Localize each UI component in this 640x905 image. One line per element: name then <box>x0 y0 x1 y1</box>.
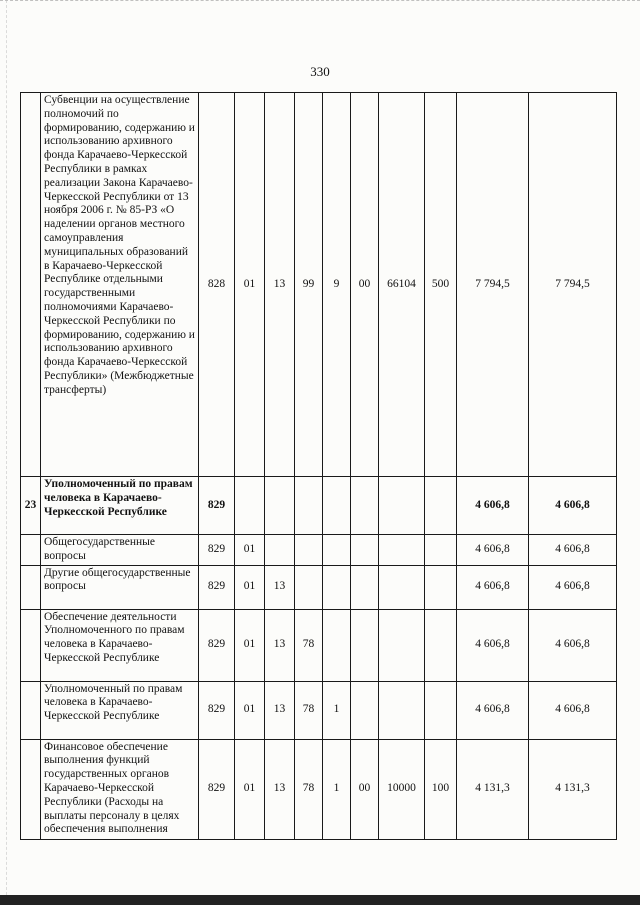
row-number <box>21 535 41 566</box>
amount-year-2: 7 794,5 <box>529 93 617 477</box>
row-name: Уполномоченный по правам человека в Карачаево-Черкесской Республике <box>41 681 199 739</box>
subsection-code <box>265 535 295 566</box>
amount-year-2: 4 606,8 <box>529 609 617 681</box>
amount-year-1: 4 606,8 <box>457 609 529 681</box>
table-row <box>21 739 617 839</box>
amount-year-1: 4 131,3 <box>457 739 529 839</box>
row-number <box>21 681 41 739</box>
row-name: Общегосударственные вопросы <box>41 535 199 566</box>
amount-year-2: 4 606,8 <box>529 681 617 739</box>
program-code <box>295 565 323 609</box>
row-number <box>21 739 41 839</box>
section-code: 01 <box>235 535 265 566</box>
row-number: 23 <box>21 477 41 535</box>
amount-year-1: 4 606,8 <box>457 565 529 609</box>
section-code <box>235 477 265 535</box>
scan-edge-left <box>6 0 8 905</box>
program-code: 99 <box>295 93 323 477</box>
event-code <box>351 609 379 681</box>
subprogram-code: 9 <box>323 93 351 477</box>
expense-type-code <box>425 477 457 535</box>
expense-type-code <box>425 565 457 609</box>
program-code: 78 <box>295 609 323 681</box>
program-code <box>295 535 323 566</box>
subprogram-code <box>323 535 351 566</box>
direction-code <box>379 681 425 739</box>
amount-year-2: 4 606,8 <box>529 535 617 566</box>
budget-table <box>20 92 617 840</box>
subprogram-code <box>323 565 351 609</box>
expense-type-code <box>425 609 457 681</box>
program-code: 78 <box>295 739 323 839</box>
expense-type-code <box>425 681 457 739</box>
subsection-code: 13 <box>265 681 295 739</box>
event-code <box>351 535 379 566</box>
grbs-code: 829 <box>199 477 235 535</box>
direction-code <box>379 477 425 535</box>
subsection-code: 13 <box>265 565 295 609</box>
direction-code <box>379 535 425 566</box>
table-row <box>21 681 617 739</box>
row-number <box>21 609 41 681</box>
subsection-code: 13 <box>265 609 295 681</box>
scan-edge-top <box>0 0 640 7</box>
page-number: 330 <box>310 64 330 79</box>
direction-code: 10000 <box>379 739 425 839</box>
grbs-code: 828 <box>199 93 235 477</box>
direction-code: 66104 <box>379 93 425 477</box>
row-name: Уполномоченный по правам человека в Карачаево-Черкесской Республике <box>41 477 199 535</box>
table-row <box>21 535 617 566</box>
grbs-code: 829 <box>199 565 235 609</box>
table-row <box>21 93 617 477</box>
grbs-code: 829 <box>199 535 235 566</box>
direction-code <box>379 609 425 681</box>
subprogram-code <box>323 477 351 535</box>
amount-year-1: 7 794,5 <box>457 93 529 477</box>
scan-edge-bottom <box>0 895 640 905</box>
event-code <box>351 477 379 535</box>
subsection-code: 13 <box>265 93 295 477</box>
event-code: 00 <box>351 739 379 839</box>
subprogram-code: 1 <box>323 681 351 739</box>
expense-type-code: 500 <box>425 93 457 477</box>
amount-year-2: 4 606,8 <box>529 477 617 535</box>
amount-year-2: 4 606,8 <box>529 565 617 609</box>
grbs-code: 829 <box>199 609 235 681</box>
event-code <box>351 565 379 609</box>
row-name: Другие общегосударственные вопросы <box>41 565 199 609</box>
section-code: 01 <box>235 681 265 739</box>
section-code: 01 <box>235 739 265 839</box>
expense-type-code <box>425 535 457 566</box>
table-row <box>21 609 617 681</box>
program-code: 78 <box>295 681 323 739</box>
section-code: 01 <box>235 565 265 609</box>
event-code <box>351 681 379 739</box>
program-code <box>295 477 323 535</box>
amount-year-1: 4 606,8 <box>457 681 529 739</box>
row-name: Финансовое обеспечение выполнения функций государственных органов Карачаево-Черкесской Республики (Расходы на выплаты персоналу в целях обеспечения выполнения <box>41 739 199 839</box>
section-code: 01 <box>235 609 265 681</box>
row-name: Обеспечение деятельности Уполномоченного по правам человека в Карачаево-Черкесской Республике <box>41 609 199 681</box>
table-row <box>21 565 617 609</box>
table-row <box>21 477 617 535</box>
amount-year-2: 4 131,3 <box>529 739 617 839</box>
section-code: 01 <box>235 93 265 477</box>
direction-code <box>379 565 425 609</box>
subsection-code <box>265 477 295 535</box>
amount-year-1: 4 606,8 <box>457 535 529 566</box>
grbs-code: 829 <box>199 739 235 839</box>
row-number <box>21 93 41 477</box>
grbs-code: 829 <box>199 681 235 739</box>
subsection-code: 13 <box>265 739 295 839</box>
subprogram-code: 1 <box>323 739 351 839</box>
row-name: Субвенции на осуществление полномочий по формированию, содержанию и использованию архивного фонда Карачаево-Черкесской Республики в рамках реализации Закона Карачаево-Черкесской Республики от 13 ноября 2006 г. № 85-РЗ «О наделении органов местного самоуправления муниципальных образований в Карачаево-Черкесской Республике отдельными государственными полномочиями Карачаево-Черкесской Республики по формированию, содержанию и использованию архивного фонда Карачаево-Черкесской Республики» (Межбюджетные трансферты) <box>41 93 199 477</box>
amount-year-1: 4 606,8 <box>457 477 529 535</box>
expense-type-code: 100 <box>425 739 457 839</box>
event-code: 00 <box>351 93 379 477</box>
row-number <box>21 565 41 609</box>
subprogram-code <box>323 609 351 681</box>
